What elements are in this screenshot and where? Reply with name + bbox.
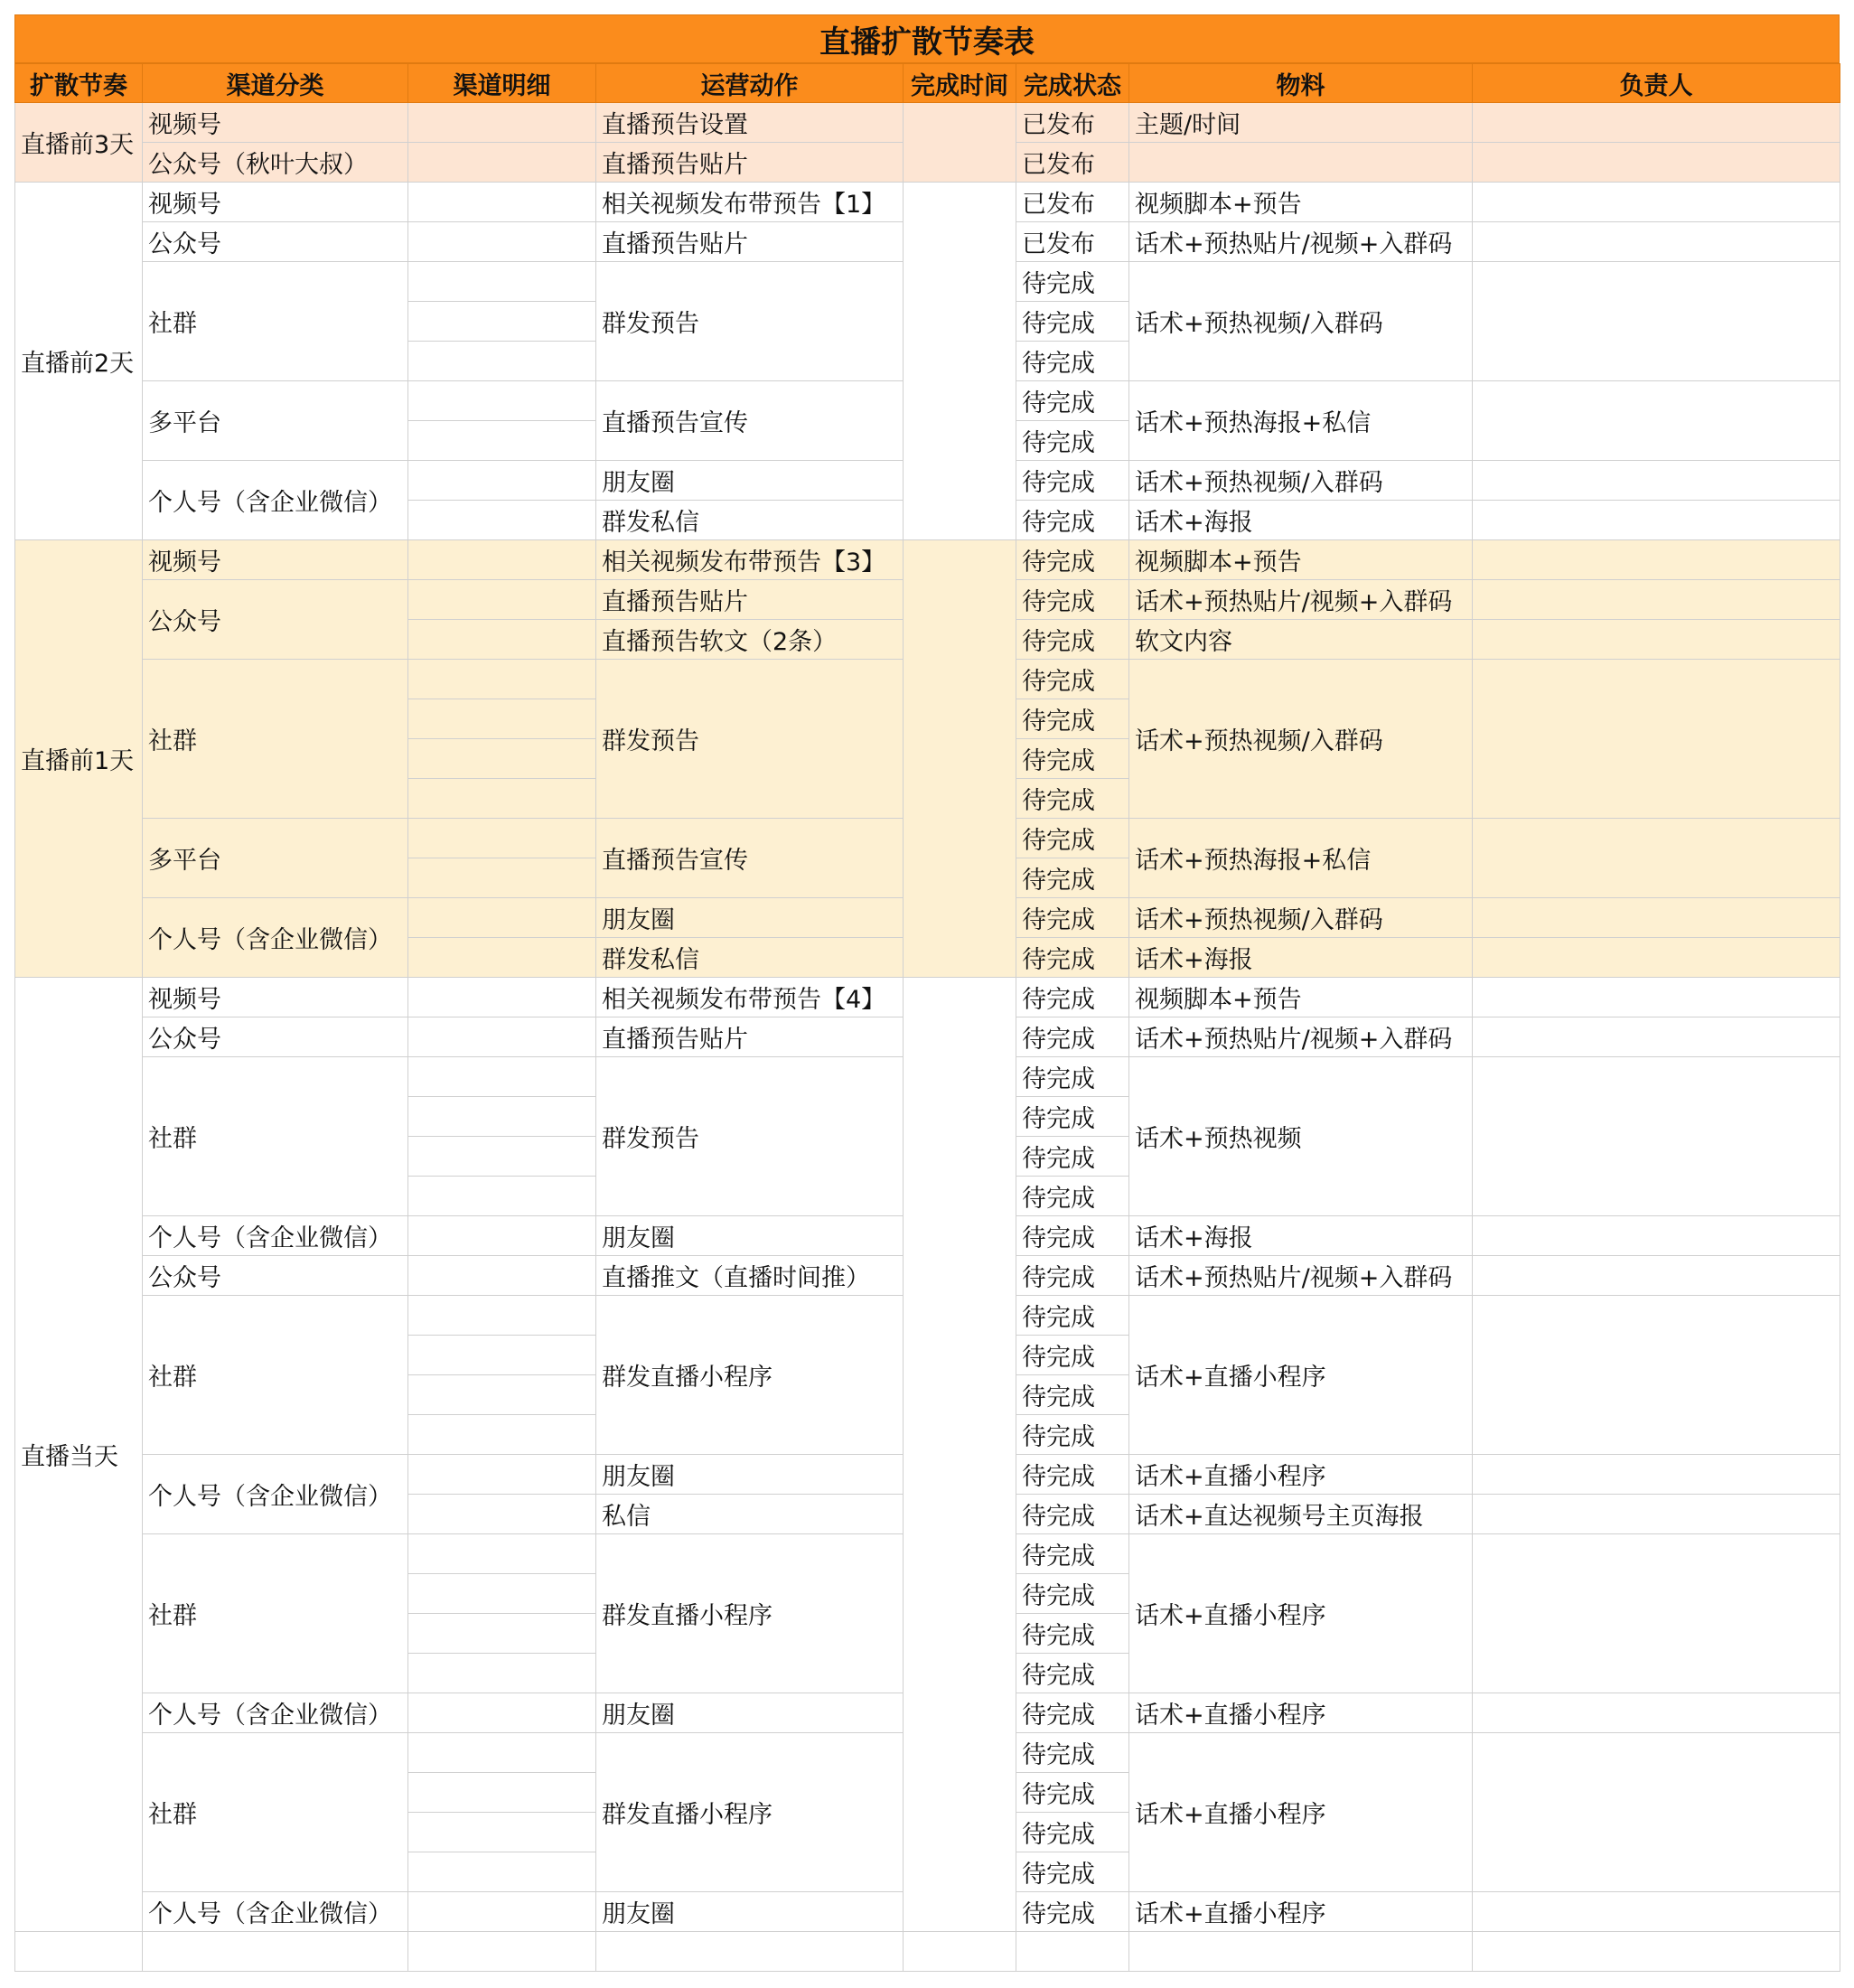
action-cell[interactable]: 直播预告宣传 [596,819,904,898]
owner-cell[interactable] [1473,381,1840,461]
owner-cell[interactable] [1473,1455,1840,1495]
channel-cell[interactable]: 个人号（含企业微信） [143,1216,408,1256]
material-cell[interactable]: 话术+预热视频/入群码 [1129,898,1473,938]
status-cell[interactable]: 待完成 [1016,620,1129,660]
channel-detail-cell[interactable] [408,1137,596,1177]
channel-cell[interactable]: 多平台 [143,381,408,461]
action-cell[interactable]: 直播预告贴片 [596,143,904,183]
action-cell[interactable]: 群发预告 [596,1057,904,1216]
action-cell[interactable]: 相关视频发布带预告【3】 [596,540,904,580]
channel-detail-cell[interactable] [408,978,596,1017]
channel-detail-cell[interactable] [408,1017,596,1057]
owner-cell[interactable] [1473,1057,1840,1216]
status-cell[interactable]: 待完成 [1016,858,1129,898]
owner-cell[interactable] [1473,620,1840,660]
channel-detail-cell[interactable] [408,1852,596,1892]
status-cell[interactable]: 待完成 [1016,461,1129,501]
finish-time-cell[interactable] [904,183,1016,540]
status-cell[interactable]: 待完成 [1016,1097,1129,1137]
owner-cell[interactable] [1473,103,1840,143]
col-header-owner[interactable]: 负责人 [1473,64,1840,103]
channel-cell[interactable]: 社群 [143,1057,408,1216]
channel-detail-cell[interactable] [408,1574,596,1614]
owner-cell[interactable] [1473,222,1840,262]
action-cell[interactable]: 群发预告 [596,262,904,381]
channel-cell[interactable]: 个人号（含企业微信） [143,1892,408,1932]
status-cell[interactable]: 待完成 [1016,1773,1129,1813]
channel-detail-cell[interactable] [408,1693,596,1733]
action-cell[interactable]: 群发直播小程序 [596,1296,904,1455]
status-cell[interactable]: 待完成 [1016,978,1129,1017]
channel-detail-cell[interactable] [408,143,596,183]
material-cell[interactable] [1129,143,1473,183]
status-cell[interactable]: 待完成 [1016,1336,1129,1375]
owner-cell[interactable] [1473,461,1840,501]
action-cell[interactable]: 私信 [596,1495,904,1534]
channel-detail-cell[interactable] [408,1813,596,1852]
action-cell[interactable]: 朋友圈 [596,1216,904,1256]
owner-cell[interactable] [1473,1693,1840,1733]
channel-detail-cell[interactable] [408,898,596,938]
table-row [15,183,1840,222]
schedule-table [14,63,1840,1972]
channel-detail-cell[interactable] [408,938,596,978]
channel-detail-cell[interactable] [408,222,596,262]
status-cell[interactable]: 待完成 [1016,1216,1129,1256]
status-cell[interactable]: 待完成 [1016,1455,1129,1495]
channel-cell[interactable]: 公众号 [143,580,408,660]
col-header-channel[interactable]: 渠道分类 [143,64,408,103]
owner-cell[interactable] [1473,580,1840,620]
status-cell[interactable]: 待完成 [1016,1654,1129,1693]
material-cell[interactable]: 话术+直播小程序 [1129,1296,1473,1455]
status-cell[interactable]: 待完成 [1016,739,1129,779]
phase-cell[interactable]: 直播前1天 [15,540,143,978]
channel-cell[interactable]: 公众号 [143,222,408,262]
action-cell[interactable]: 群发私信 [596,938,904,978]
status-cell[interactable]: 待完成 [1016,938,1129,978]
status-cell[interactable]: 待完成 [1016,779,1129,819]
spreadsheet [14,14,1840,1972]
status-cell[interactable]: 待完成 [1016,898,1129,938]
channel-detail-cell[interactable] [408,302,596,342]
status-cell[interactable]: 待完成 [1016,1574,1129,1614]
channel-detail-cell[interactable] [408,183,596,222]
action-cell[interactable]: 群发预告 [596,660,904,819]
channel-detail-cell[interactable] [408,1336,596,1375]
channel-cell[interactable]: 个人号（含企业微信） [143,1455,408,1534]
status-cell[interactable]: 待完成 [1016,580,1129,620]
status-cell[interactable]: 待完成 [1016,540,1129,580]
owner-cell[interactable] [1473,1017,1840,1057]
material-cell[interactable]: 话术+直播小程序 [1129,1733,1473,1892]
status-cell[interactable]: 待完成 [1016,1415,1129,1455]
channel-detail-cell[interactable] [408,461,596,501]
status-cell[interactable]: 待完成 [1016,302,1129,342]
owner-cell[interactable] [1473,143,1840,183]
status-cell[interactable]: 待完成 [1016,1495,1129,1534]
channel-detail-cell[interactable] [408,1733,596,1773]
action-cell[interactable]: 群发直播小程序 [596,1733,904,1892]
status-cell[interactable]: 待完成 [1016,1256,1129,1296]
action-cell[interactable]: 相关视频发布带预告【4】 [596,978,904,1017]
status-cell[interactable]: 待完成 [1016,1813,1129,1852]
channel-cell[interactable]: 社群 [143,1534,408,1693]
status-cell[interactable]: 待完成 [1016,1057,1129,1097]
status-cell[interactable]: 已发布 [1016,183,1129,222]
status-cell[interactable]: 待完成 [1016,1296,1129,1336]
owner-cell[interactable] [1473,1256,1840,1296]
material-cell[interactable]: 视频脚本+预告 [1129,978,1473,1017]
owner-cell[interactable] [1473,938,1840,978]
status-cell[interactable]: 待完成 [1016,342,1129,381]
channel-detail-cell[interactable] [408,660,596,699]
material-cell[interactable]: 话术+预热贴片/视频+入群码 [1129,222,1473,262]
status-cell[interactable]: 待完成 [1016,1892,1129,1932]
material-cell[interactable]: 话术+预热视频/入群码 [1129,262,1473,381]
status-cell[interactable]: 待完成 [1016,381,1129,421]
channel-cell[interactable]: 社群 [143,1733,408,1892]
material-cell[interactable]: 话术+预热海报+私信 [1129,819,1473,898]
channel-detail-cell[interactable] [408,262,596,302]
channel-detail-cell[interactable] [408,1773,596,1813]
status-cell[interactable]: 待完成 [1016,1137,1129,1177]
owner-cell[interactable] [1473,1733,1840,1892]
status-cell[interactable]: 待完成 [1016,262,1129,302]
header-row [15,64,1840,103]
channel-cell[interactable]: 社群 [143,1296,408,1455]
channel-detail-cell[interactable] [408,1455,596,1495]
material-cell[interactable]: 话术+直播小程序 [1129,1693,1473,1733]
action-cell[interactable]: 直播预告贴片 [596,222,904,262]
table-row [15,1932,1840,1972]
material-cell[interactable]: 话术+直达视频号主页海报 [1129,1495,1473,1534]
status-cell[interactable]: 待完成 [1016,1852,1129,1892]
table-row [15,978,1840,1017]
status-cell[interactable]: 待完成 [1016,660,1129,699]
material-cell[interactable] [1129,1932,1473,1972]
action-cell[interactable]: 朋友圈 [596,1892,904,1932]
channel-detail-cell[interactable] [408,381,596,421]
action-cell[interactable]: 朋友圈 [596,1455,904,1495]
sheet-title: 直播扩散节奏表 [14,14,1840,63]
channel-detail-cell[interactable] [408,1614,596,1654]
status-cell[interactable]: 待完成 [1016,1017,1129,1057]
channel-detail-cell[interactable] [408,421,596,461]
material-cell[interactable]: 话术+预热视频 [1129,1057,1473,1216]
channel-cell[interactable]: 社群 [143,262,408,381]
status-cell[interactable]: 待完成 [1016,699,1129,739]
col-header-finish-time[interactable]: 完成时间 [904,64,1016,103]
col-header-status[interactable]: 完成状态 [1016,64,1129,103]
material-cell[interactable]: 话术+预热视频/入群码 [1129,660,1473,819]
phase-cell[interactable]: 直播前3天 [15,103,143,183]
owner-cell[interactable] [1473,819,1840,898]
action-cell[interactable]: 相关视频发布带预告【1】 [596,183,904,222]
action-cell[interactable]: 群发私信 [596,501,904,540]
channel-detail-cell[interactable] [408,699,596,739]
channel-detail-cell[interactable] [408,1256,596,1296]
action-cell[interactable]: 直播推文（直播时间推） [596,1256,904,1296]
col-header-channel-detail[interactable]: 渠道明细 [408,64,596,103]
phase-cell[interactable]: 直播当天 [15,978,143,1932]
status-cell[interactable]: 待完成 [1016,1177,1129,1216]
action-cell[interactable]: 朋友圈 [596,898,904,938]
material-cell[interactable]: 话术+直播小程序 [1129,1892,1473,1932]
status-cell[interactable]: 待完成 [1016,501,1129,540]
channel-detail-cell[interactable] [408,501,596,540]
owner-cell[interactable] [1473,1932,1840,1972]
channel-detail-cell[interactable] [408,1654,596,1693]
action-cell[interactable]: 直播预告贴片 [596,1017,904,1057]
material-cell[interactable]: 话术+海报 [1129,1216,1473,1256]
phase-cell[interactable]: 直播前2天 [15,183,143,540]
material-cell[interactable]: 视频脚本+预告 [1129,540,1473,580]
table-row [15,103,1840,143]
status-cell[interactable]: 待完成 [1016,819,1129,858]
channel-cell[interactable]: 社群 [143,660,408,819]
channel-detail-cell[interactable] [408,819,596,858]
owner-cell[interactable] [1473,1495,1840,1534]
status-cell[interactable]: 已发布 [1016,222,1129,262]
channel-detail-cell[interactable] [408,1177,596,1216]
channel-cell[interactable]: 视频号 [143,103,408,143]
channel-detail-cell[interactable] [408,580,596,620]
finish-time-cell[interactable] [904,978,1016,1932]
channel-detail-cell[interactable] [408,342,596,381]
channel-cell[interactable] [143,1932,408,1972]
material-cell[interactable]: 主题/时间 [1129,103,1473,143]
table-row [15,540,1840,580]
channel-detail-cell[interactable] [408,779,596,819]
action-cell[interactable]: 直播预告贴片 [596,580,904,620]
channel-detail-cell[interactable] [408,1216,596,1256]
owner-cell[interactable] [1473,978,1840,1017]
owner-cell[interactable] [1473,898,1840,938]
finish-time-cell[interactable] [904,540,1016,978]
channel-detail-cell[interactable] [408,1057,596,1097]
owner-cell[interactable] [1473,1892,1840,1932]
channel-cell[interactable]: 视频号 [143,978,408,1017]
status-cell[interactable]: 待完成 [1016,1614,1129,1654]
material-cell[interactable]: 话术+海报 [1129,938,1473,978]
material-cell[interactable]: 话术+海报 [1129,501,1473,540]
col-header-action[interactable]: 运营动作 [596,64,904,103]
channel-cell[interactable]: 个人号（含企业微信） [143,461,408,540]
channel-detail-cell[interactable] [408,540,596,580]
owner-cell[interactable] [1473,262,1840,381]
owner-cell[interactable] [1473,183,1840,222]
action-cell[interactable]: 朋友圈 [596,1693,904,1733]
channel-cell[interactable]: 公众号 [143,1017,408,1057]
material-cell[interactable]: 话术+预热海报+私信 [1129,381,1473,461]
material-cell[interactable]: 软文内容 [1129,620,1473,660]
status-cell[interactable]: 待完成 [1016,1693,1129,1733]
channel-cell[interactable]: 个人号（含企业微信） [143,1693,408,1733]
action-cell[interactable] [596,1932,904,1972]
channel-detail-cell[interactable] [408,103,596,143]
status-cell[interactable]: 待完成 [1016,1534,1129,1574]
channel-detail-cell[interactable] [408,1097,596,1137]
channel-detail-cell[interactable] [408,1375,596,1415]
channel-detail-cell[interactable] [408,1495,596,1534]
channel-detail-cell[interactable] [408,1932,596,1972]
status-cell[interactable]: 待完成 [1016,421,1129,461]
status-cell[interactable]: 待完成 [1016,1375,1129,1415]
owner-cell[interactable] [1473,501,1840,540]
col-header-material[interactable]: 物料 [1129,64,1473,103]
status-cell[interactable] [1016,1932,1129,1972]
channel-detail-cell[interactable] [408,1296,596,1336]
channel-cell[interactable]: 公众号（秋叶大叔） [143,143,408,183]
channel-detail-cell[interactable] [408,1892,596,1932]
owner-cell[interactable] [1473,1534,1840,1693]
status-cell[interactable]: 已发布 [1016,143,1129,183]
status-cell[interactable]: 已发布 [1016,103,1129,143]
channel-cell[interactable]: 视频号 [143,540,408,580]
owner-cell[interactable] [1473,1216,1840,1256]
channel-cell[interactable]: 视频号 [143,183,408,222]
finish-time-cell[interactable] [904,1932,1016,1972]
action-cell[interactable]: 直播预告软文（2条） [596,620,904,660]
channel-cell[interactable]: 公众号 [143,1256,408,1296]
channel-detail-cell[interactable] [408,620,596,660]
channel-detail-cell[interactable] [408,739,596,779]
channel-detail-cell[interactable] [408,1415,596,1455]
action-cell[interactable]: 群发直播小程序 [596,1534,904,1693]
owner-cell[interactable] [1473,660,1840,819]
action-cell[interactable]: 直播预告设置 [596,103,904,143]
material-cell[interactable]: 视频脚本+预告 [1129,183,1473,222]
material-cell[interactable]: 话术+预热贴片/视频+入群码 [1129,1256,1473,1296]
channel-cell[interactable]: 个人号（含企业微信） [143,898,408,978]
channel-cell[interactable]: 多平台 [143,819,408,898]
finish-time-cell[interactable] [904,103,1016,183]
action-cell[interactable]: 直播预告宣传 [596,381,904,461]
material-cell[interactable]: 话术+直播小程序 [1129,1455,1473,1495]
phase-cell[interactable] [15,1932,143,1972]
material-cell[interactable]: 话术+直播小程序 [1129,1534,1473,1693]
material-cell[interactable]: 话术+预热贴片/视频+入群码 [1129,580,1473,620]
material-cell[interactable]: 话术+预热贴片/视频+入群码 [1129,1017,1473,1057]
material-cell[interactable]: 话术+预热视频/入群码 [1129,461,1473,501]
status-cell[interactable]: 待完成 [1016,1733,1129,1773]
channel-detail-cell[interactable] [408,858,596,898]
channel-detail-cell[interactable] [408,1534,596,1574]
owner-cell[interactable] [1473,540,1840,580]
owner-cell[interactable] [1473,1296,1840,1455]
action-cell[interactable]: 朋友圈 [596,461,904,501]
col-header-phase[interactable]: 扩散节奏 [15,64,143,103]
